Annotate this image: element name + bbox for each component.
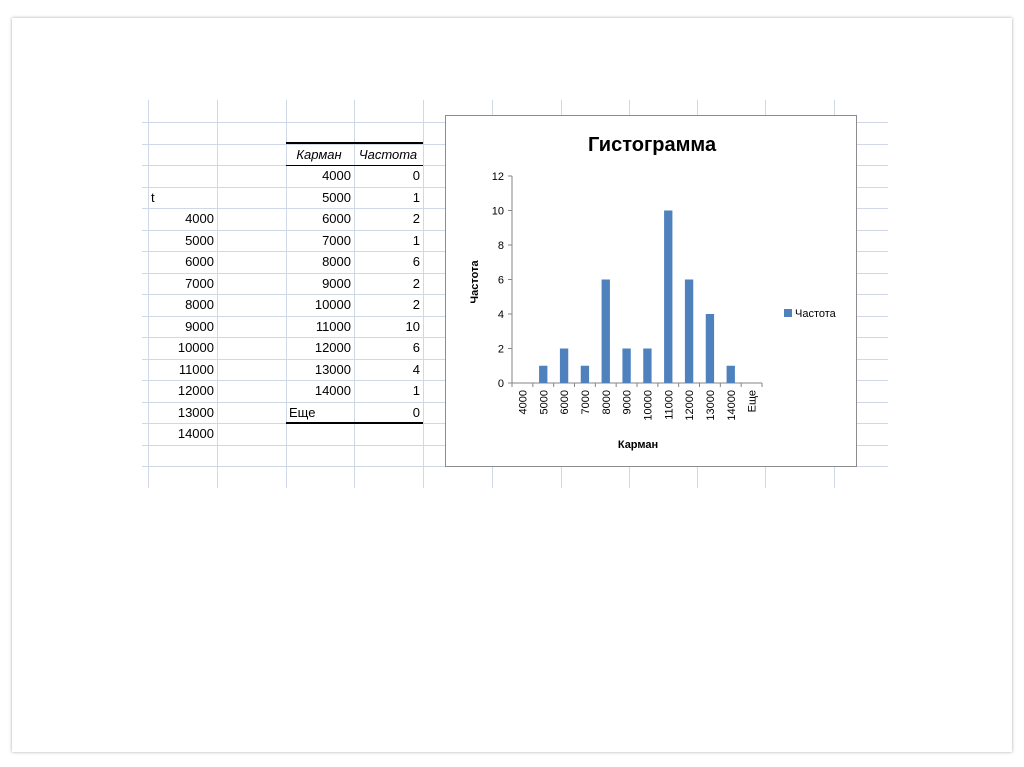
y-tick-label: 4: [497, 309, 504, 321]
chart-canvas: [446, 116, 858, 468]
x-tick-label: 8000: [600, 390, 613, 415]
table-freq-cell[interactable]: 1: [412, 190, 420, 205]
table-header-freq[interactable]: Частота: [358, 147, 418, 162]
y-tick-label: 2: [497, 343, 504, 356]
x-tick-label: 5000: [538, 390, 551, 415]
table-freq-cell[interactable]: 2: [412, 297, 420, 312]
bar: [685, 280, 693, 384]
table-freq-cell[interactable]: 2: [412, 211, 420, 226]
legend-swatch: [784, 309, 792, 317]
input-value-cell[interactable]: 12000: [177, 383, 214, 398]
table-bin-cell[interactable]: Еще: [289, 405, 316, 420]
legend-label: Частота: [795, 308, 836, 320]
table-bin-cell[interactable]: 7000: [322, 233, 351, 248]
input-value-cell[interactable]: 4000: [185, 211, 214, 226]
input-value-cell[interactable]: 5000: [185, 233, 214, 248]
table-bin-cell[interactable]: 6000: [322, 211, 351, 226]
table-rule: [286, 142, 423, 144]
bar: [664, 211, 672, 384]
input-value-cell[interactable]: 7000: [185, 276, 214, 291]
table-freq-cell[interactable]: 1: [412, 233, 420, 248]
input-label-cell[interactable]: t: [151, 190, 155, 205]
table-bin-cell[interactable]: 10000: [314, 297, 351, 312]
input-value-cell[interactable]: 13000: [177, 405, 214, 420]
table-freq-cell[interactable]: 2: [412, 276, 420, 291]
x-axis-label: Карман: [617, 439, 659, 451]
table-header-bin[interactable]: Карман: [296, 147, 342, 162]
table-freq-cell[interactable]: 0: [412, 168, 420, 183]
table-bin-cell[interactable]: 5000: [322, 190, 351, 205]
y-tick-label: 12: [491, 171, 504, 183]
y-axis-label: Частота: [469, 260, 481, 304]
chart-title: Гистограмма: [587, 134, 717, 156]
x-tick-label: 9000: [621, 390, 634, 415]
bar-series: [539, 211, 735, 384]
y-tick-label: 8: [497, 240, 504, 252]
table-freq-cell[interactable]: 1: [412, 383, 420, 398]
table-freq-cell[interactable]: 0: [412, 405, 420, 420]
bar: [706, 314, 714, 383]
bar: [727, 366, 735, 383]
table-bin-cell[interactable]: 12000: [314, 340, 351, 355]
table-bin-cell[interactable]: 9000: [322, 276, 351, 291]
x-tick-label: 12000: [684, 390, 697, 421]
x-tick-label: Еще: [746, 390, 759, 413]
table-bin-cell[interactable]: 13000: [314, 362, 351, 377]
chart-legend: [784, 308, 837, 320]
input-value-cell[interactable]: 11000: [178, 362, 214, 377]
x-axis: [512, 383, 762, 421]
table-freq-cell[interactable]: 10: [405, 319, 420, 334]
input-value-cell[interactable]: 9000: [185, 319, 214, 334]
x-tick-label: 14000: [725, 390, 738, 421]
table-freq-cell[interactable]: 6: [412, 340, 420, 355]
y-axis: [492, 171, 512, 390]
bar: [560, 349, 568, 384]
table-freq-cell[interactable]: 4: [412, 362, 420, 377]
bar: [643, 349, 651, 384]
y-tick-label: 6: [497, 274, 504, 287]
x-tick-label: 11000: [663, 390, 676, 420]
x-tick-label: 4000: [517, 390, 530, 415]
x-tick-label: 6000: [559, 390, 572, 415]
table-rule: [286, 422, 423, 424]
table-freq-cell[interactable]: 6: [412, 254, 420, 269]
input-value-cell[interactable]: 14000: [177, 426, 214, 441]
table-bin-cell[interactable]: 14000: [314, 383, 351, 398]
table-bin-cell[interactable]: 4000: [322, 168, 351, 183]
bar: [602, 280, 610, 384]
input-value-cell[interactable]: 10000: [177, 340, 214, 355]
y-tick-label: 0: [497, 378, 504, 390]
input-value-cell[interactable]: 6000: [185, 254, 214, 269]
x-tick-label: 7000: [579, 390, 592, 415]
input-value-cell[interactable]: 8000: [185, 297, 214, 312]
bar: [581, 366, 589, 383]
table-bin-cell[interactable]: 8000: [322, 254, 351, 269]
y-tick-label: 10: [491, 205, 504, 218]
x-tick-label: 10000: [642, 390, 655, 421]
bar: [622, 349, 630, 384]
histogram-chart[interactable]: [445, 115, 857, 467]
x-tick-label: 13000: [704, 390, 717, 421]
table-rule: [286, 165, 423, 166]
bar: [539, 366, 547, 383]
table-bin-cell[interactable]: 11000: [315, 319, 351, 334]
